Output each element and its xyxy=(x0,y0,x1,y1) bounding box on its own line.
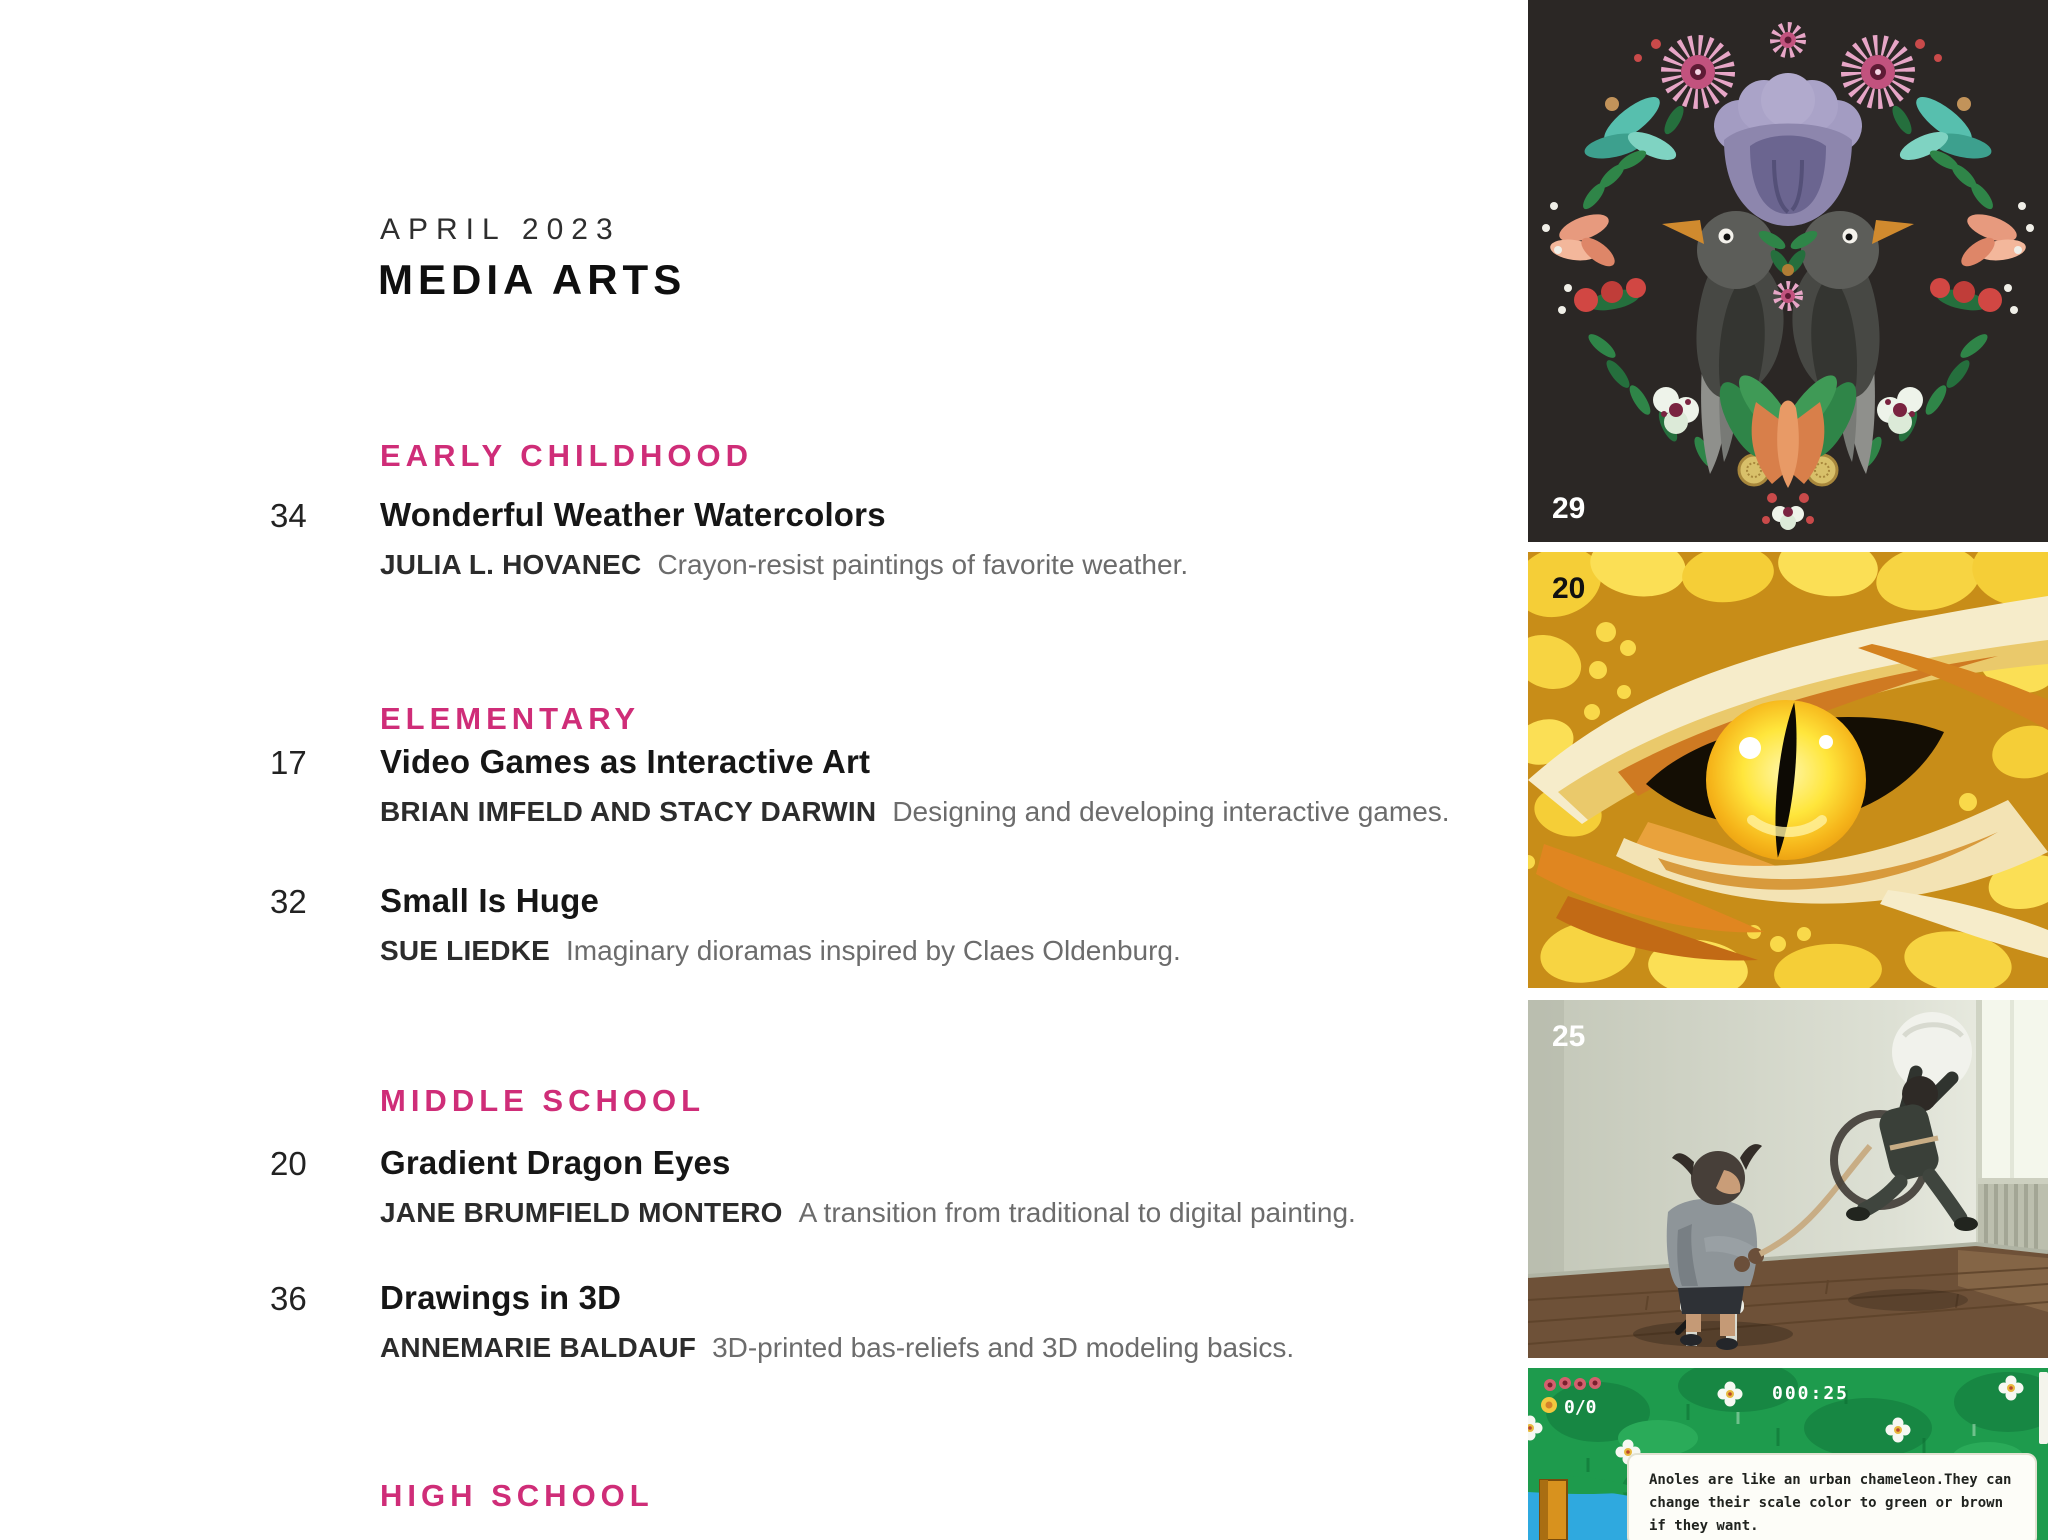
thumbnail-game-screenshot xyxy=(1528,1368,2048,1540)
entry-authors: JULIA L. HOVANEC xyxy=(380,549,642,580)
entry-byline xyxy=(380,1332,1510,1364)
entry-page-number: 20 xyxy=(270,1145,307,1182)
thumbnail-children-photo xyxy=(1528,1000,2048,1358)
section-heading-elementary: ELEMENTARY xyxy=(380,701,641,736)
entry-description: Crayon-resist paintings of favorite weather. xyxy=(657,549,1189,580)
entry-page-number: 32 xyxy=(270,883,307,920)
page-title: MEDIA ARTS xyxy=(378,256,687,303)
dialog-box xyxy=(1628,1454,2036,1540)
section-heading-middle-school: MIDDLE SCHOOL xyxy=(380,1083,706,1118)
section-heading-early-childhood: EARLY CHILDHOOD xyxy=(380,438,753,473)
game-screenshot-image xyxy=(1528,1368,2048,1540)
section-heading-high-school: HIGH SCHOOL xyxy=(380,1478,654,1513)
entry-title: Wonderful Weather Watercolors xyxy=(380,496,886,533)
entry-byline xyxy=(380,1197,1510,1229)
issue-date: APRIL 2023 xyxy=(380,213,621,246)
dragon-eye-image xyxy=(1528,552,2048,988)
thumbnail-page-number: 25 xyxy=(1552,1020,1586,1053)
entry-authors: BRIAN IMFELD AND STACY DARWIN xyxy=(380,796,877,827)
dialog-line: Anoles are like an urban chameleon.They can xyxy=(1649,1472,2012,1488)
entry-description: Designing and developing interactive games. xyxy=(892,796,1450,827)
entry-description: A transition from traditional to digital painting. xyxy=(798,1197,1356,1228)
entry-authors: ANNEMARIE BALDAUF xyxy=(380,1332,697,1363)
thumbnail-dragon-eye xyxy=(1528,552,2048,988)
entry-byline xyxy=(380,549,1510,581)
entry-page-number: 34 xyxy=(270,497,307,534)
entry-description: Imaginary dioramas inspired by Claes Oldenburg. xyxy=(566,935,1181,966)
thumbnail-folk-art-birds xyxy=(1528,0,2048,542)
entry-title: Gradient Dragon Eyes xyxy=(380,1144,731,1181)
children-playing-image xyxy=(1528,1000,2048,1358)
entry-page-number: 36 xyxy=(270,1280,307,1317)
score-flower-icon xyxy=(1541,1397,1557,1413)
entry-title: Drawings in 3D xyxy=(380,1279,622,1316)
entry-byline xyxy=(380,935,1510,967)
entry-authors: SUE LIEDKE xyxy=(380,935,551,966)
folk-art-birds-image xyxy=(1528,0,2048,542)
dialog-line: change their scale color to green or brown xyxy=(1649,1495,2004,1511)
score-text: 0/0 xyxy=(1564,1397,1597,1418)
entry-title: Video Games as Interactive Art xyxy=(380,743,871,780)
thumbnail-page-number: 29 xyxy=(1552,492,1586,525)
thumbnail-page-number: 20 xyxy=(1552,572,1586,605)
entry-title: Small Is Huge xyxy=(380,882,600,919)
entry-page-number: 17 xyxy=(270,744,307,781)
entry-byline xyxy=(380,796,1510,828)
entry-description: 3D-printed bas-reliefs and 3D modeling basics. xyxy=(712,1332,1295,1363)
dragon-eye-iris xyxy=(1706,700,1866,860)
timer-text: 000:25 xyxy=(1772,1383,1850,1404)
dialog-line: if they want. xyxy=(1649,1518,1759,1534)
entry-authors: JANE BRUMFIELD MONTERO xyxy=(380,1197,783,1228)
